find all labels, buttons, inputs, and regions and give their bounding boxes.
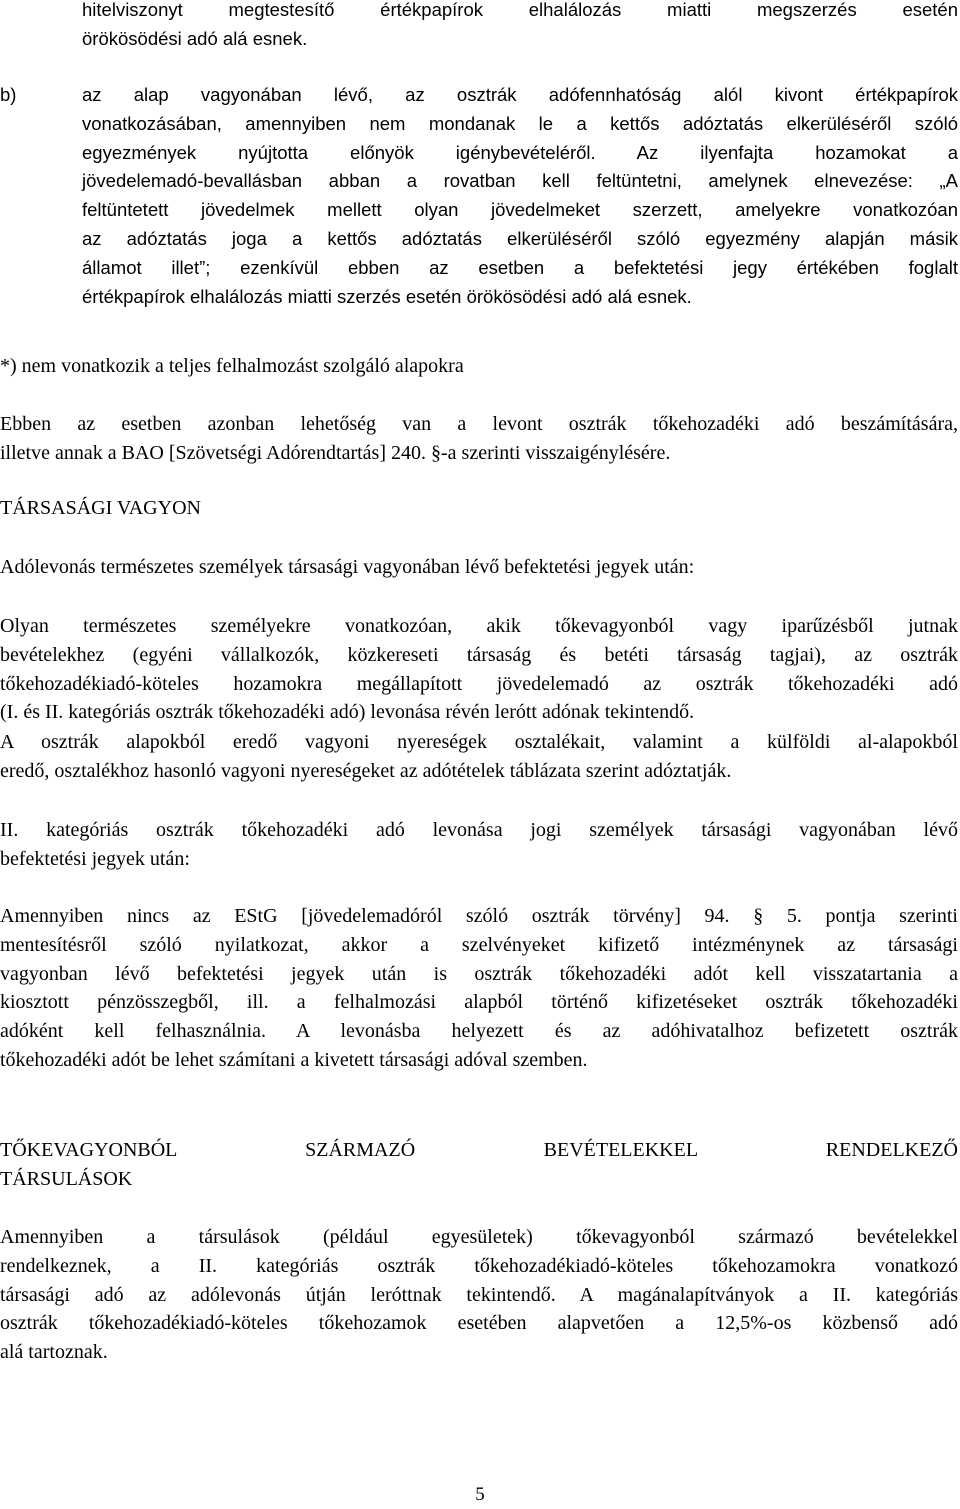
text-line: örökösödési adó alá esnek. (82, 27, 308, 49)
text-line: mentesítésről szóló nyilatkozat, akkor a szelvényeket kifizető intézménynek az társasági (0, 933, 958, 956)
paragraph-tarsulasok (0, 1223, 958, 1367)
text-line: államot illet”; ezenkívül ebben az esetben a befektetési jegy értékében foglalt (82, 256, 958, 278)
text-line: alá tartoznak. (0, 1341, 108, 1364)
text-line: adóként kell felhasználnia. A levonásba helyezett és az adóhivatalhoz befizetett osztrák (0, 1020, 958, 1043)
text-line: értékpapírok elhalálozás miatti szerzés esetén örökösödési adó alá esnek. (82, 285, 692, 307)
text-line: egyezmények nyújtotta előnyök igénybevételéről. Az ilyenfajta hozamokat a (82, 141, 958, 163)
paragraph-amennyiben-estg (0, 902, 958, 1075)
footnote (0, 352, 958, 381)
text-line: tőkehozadéki adót be lehet számítani a kivetett társasági adóval szemben. (0, 1048, 588, 1071)
text-line: TŐKEVAGYONBÓL SZÁRMAZÓ BEVÉTELEKKEL RENDELKEZŐ (0, 1139, 958, 1161)
list-item-label-b: b) (0, 84, 17, 105)
text-line: A osztrák alapokból eredő vagyoni nyereségek osztalékait, valamint a külföldi al-alapokból (0, 731, 958, 753)
paragraph-adolevonas (0, 553, 958, 582)
text-line: eredő, osztalékhoz hasonló vagyoni nyereségeket az adótételek táblázata szerint adóztatják. (0, 759, 732, 782)
page-number: 5 (475, 1484, 485, 1505)
text-line: TÁRSULÁSOK (0, 1167, 133, 1190)
text-line: Amennyiben nincs az EStG [jövedelemadóról szóló osztrák törvény] 94. § 5. pontja szerinti (0, 905, 958, 927)
text-line: befektetési jegyek után: (0, 847, 190, 870)
text-line: illetve annak a BAO [Szövetségi Adórendtartás] 240. §-a szerinti visszaigénylésére. (0, 441, 671, 464)
text-line: Olyan természetes személyekre vonatkozóan, akik tőkevagyonból vagy iparűzésből jutnak (0, 615, 958, 637)
paragraph-olyan (0, 612, 958, 727)
section-heading-tokevagyon (0, 1136, 958, 1194)
intro-continuation (82, 0, 958, 54)
paragraph-ebben (0, 410, 958, 468)
list-item-b-text (82, 81, 958, 311)
text-line: (I. és II. kategóriás osztrák tőkehozadéki adó) levonása révén lerótt adónak tekintendő. (0, 701, 695, 724)
text-line: kiosztott pénzösszegből, ill. a felhalmozási alapból történő kifizetéseket osztrák tőkehozadéki (0, 991, 958, 1014)
text-line: II. kategóriás osztrák tőkehozadéki adó levonása jogi személyek társasági vagyonában lévő (0, 819, 958, 841)
paragraph-kategoria-ii (0, 816, 958, 874)
text-line: osztrák tőkehozadékiadó-köteles tőkehozamok esetében alapvetően a 12,5%-os közbenső adó (0, 1312, 958, 1335)
text-line: rendelkeznek, a II. kategóriás osztrák tőkehozadékiadó-köteles tőkehozamokra vonatkozó (0, 1254, 958, 1277)
text-line: jövedelemadó-bevallásban abban a rovatban kell feltüntetni, amelynek elnevezése: „A (82, 170, 958, 192)
text-line: az adóztatás joga a kettős adóztatás elkerüléséről szóló egyezmény alapján másik (82, 227, 958, 249)
text-line: társasági adó az adólevonás útján leróttnak tekintendő. A magánalapítványok a II. kategóriás (0, 1283, 958, 1306)
text-line: vagyonban lévő befektetési jegyek után is osztrák tőkehozadéki adót kell visszatartania a (0, 962, 958, 985)
text-line: az alap vagyonában lévő, az osztrák adófennhatóság alól kivont értékpapírok (82, 84, 958, 105)
text-line: Amennyiben a társulások (például egyesületek) tőkevagyonból származó bevételekkel (0, 1226, 958, 1248)
section-heading-tarsasagi-vagyon: TÁRSASÁGI VAGYON (0, 497, 201, 519)
text-line: *) nem vonatkozik a teljes felhalmozást szolgáló alapokra (0, 355, 464, 377)
text-line: feltüntetett jövedelmek mellett olyan jövedelmeket szerzett, amelyekre vonatkozóan (82, 199, 958, 221)
text-line: bevételekhez (egyéni vállalkozók, közkereseti társaság és betéti társaság tagjai), az osztrák (0, 643, 958, 666)
text-line: vonatkozásában, amennyiben nem mondanak le a kettős adóztatás elkerüléséről szóló (82, 112, 958, 134)
text-line: tőkehozadékiadó-köteles hozamokra megállapított jövedelemadó az osztrák tőkehozadéki adó (0, 672, 958, 695)
paragraph-alapokbol (0, 728, 958, 786)
text-line: Ebben az esetben azonban lehetőség van a levont osztrák tőkehozadéki adó beszámítására, (0, 413, 958, 435)
text-line: Adólevonás természetes személyek társasági vagyonában lévő befektetési jegyek után: (0, 556, 695, 578)
text-line: hitelviszonyt megtestesítő értékpapírok elhalálozás miatti megszerzés esetén (82, 0, 958, 20)
